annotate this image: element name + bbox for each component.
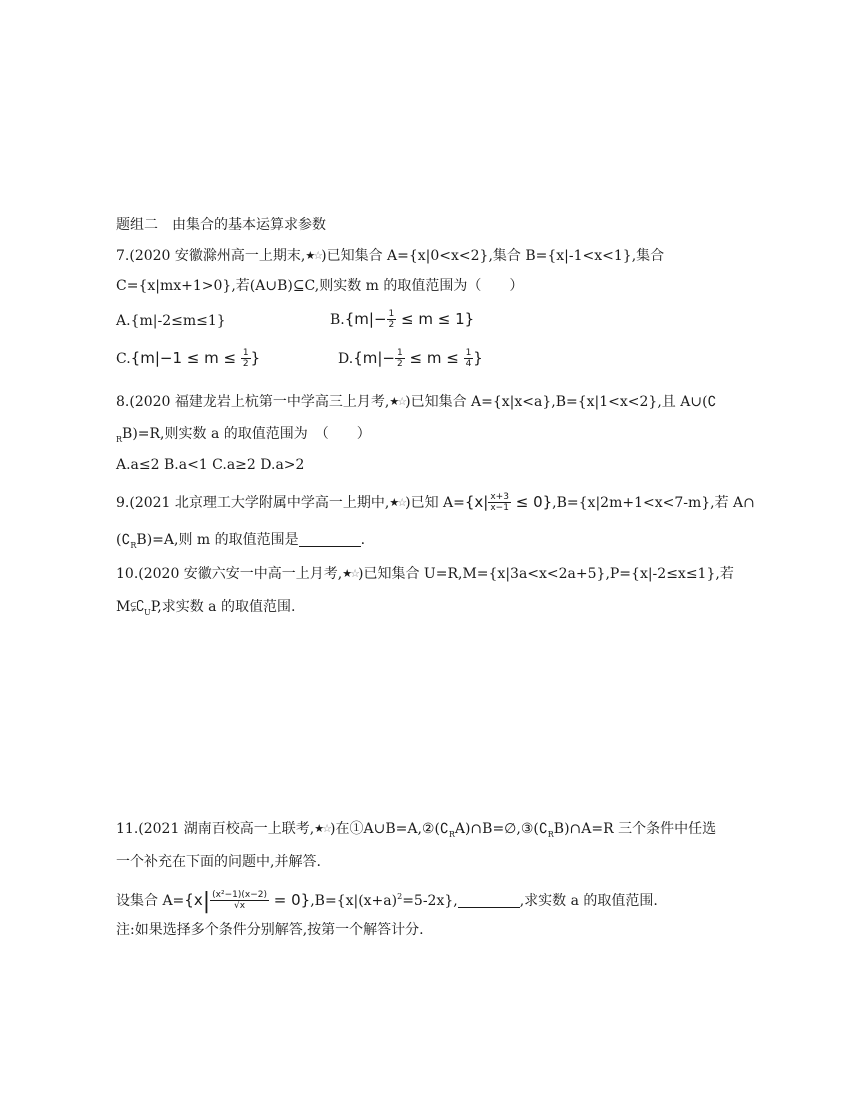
- fraction: $\frac{1}{2}$: [388, 309, 395, 330]
- q7-source: 7.(2020 安徽滁州高一上期末,: [116, 248, 306, 264]
- fraction: $\frac{1}{2}$: [242, 348, 249, 369]
- q9-line2: $(∁_RB)=A$,则 m 的取值范围是 .: [116, 532, 366, 550]
- q11-line1: 11.(2021 湖南百校高一上联考,★☆)在$①A\cup B=A,②(∁_RA)\cap B=\emptyset,③(∁_RB)\cap A=R$ 三个条件中任选: [116, 821, 717, 839]
- q11-line3: 设集合 A={x| $\frac{\text{(x²−1)(x−2)}}{√x}$ = $0\},B=\{x|(x+a)^2=5-2x\}$, ,求实数 a 的取值范围.: [116, 889, 658, 914]
- fraction: $\frac{1}{2}$: [396, 348, 403, 369]
- answer-blank[interactable]: [299, 532, 361, 547]
- q7-option-a: A.{m|-2≤m≤1}: [116, 313, 226, 329]
- q10-line1: [116, 564, 734, 584]
- q7-stem: )已知集合 A={x|0<x<2},集合 B={x|-1<x<1},集合: [321, 248, 665, 264]
- fraction: $\frac{x+3}{x-1}$: [490, 492, 509, 513]
- q8-source: 8.(2020 福建龙岩上杭第一中学高三上月考,: [116, 394, 390, 410]
- q8-stem: )已知集合 A={x|x<a},B={x|1<x<2},且 A∪(∁: [405, 394, 717, 410]
- q8-line1: [116, 392, 716, 412]
- q9-line1: 9.(2021 北京理工大学附属中学高一上期中,★☆)已知 A={x| $\frac{x+3}{x-1}$ ≤ 0},B={x|2m+1<x<7-m},若 A∩: [116, 492, 755, 513]
- q10-stem: )已知集合 U=R,M={x|3a<x<2a+5},P={x|-2≤x≤1},若: [358, 566, 734, 582]
- fraction: $\frac{1}{4}$: [465, 348, 472, 369]
- q10-source: 10.(2020 安徽六安一中高一上月考,: [116, 566, 343, 582]
- difficulty-stars-icon: ★☆: [389, 496, 406, 509]
- q7-option-d: D.{m|− $\frac{1}{2}$ ≤ m ≤ $\frac{1}{4}$ }: [338, 348, 483, 369]
- q7-line2: C={x|mx+1>0},若(A∪B)⊆C,则实数 m 的取值范围为（ ）: [116, 278, 524, 294]
- difficulty-stars-icon: ★☆: [305, 249, 322, 262]
- q8-options: A.a≤2 B.a<1 C.a≥2 D.a>2: [116, 457, 305, 473]
- q11-line2: 一个补充在下面的问题中,并解答.: [116, 854, 321, 870]
- q11-source: 11.(2021 湖南百校高一上联考,: [116, 821, 315, 837]
- difficulty-stars-icon: ★☆: [314, 822, 331, 835]
- q7-option-c: C.{m|−1 ≤ m ≤ $\frac{1}{2}$ }: [116, 348, 261, 369]
- difficulty-stars-icon: ★☆: [342, 567, 359, 580]
- q9-source: 9.(2021 北京理工大学附属中学高一上期中,: [116, 495, 390, 511]
- q11-note: 注:如果选择多个条件分别解答,按第一个解答计分.: [116, 922, 424, 938]
- q7-option-b: B.{m|− $\frac{1}{2}$ ≤ m ≤ 1}: [330, 309, 475, 330]
- q10-line2: $M⫋∁_UP$,求实数 a 的取值范围.: [116, 599, 296, 617]
- difficulty-stars-icon: ★☆: [389, 395, 406, 408]
- fraction: $\frac{\text{(x²−1)(x−2)}}{√x}$: [212, 890, 267, 911]
- answer-blank[interactable]: [458, 893, 520, 908]
- section-title: 题组二 由集合的基本运算求参数: [116, 217, 326, 233]
- q7-line1: [116, 246, 664, 266]
- q8-line2: $_R$B)=R,则实数 a 的取值范围为 （ ）: [116, 426, 371, 444]
